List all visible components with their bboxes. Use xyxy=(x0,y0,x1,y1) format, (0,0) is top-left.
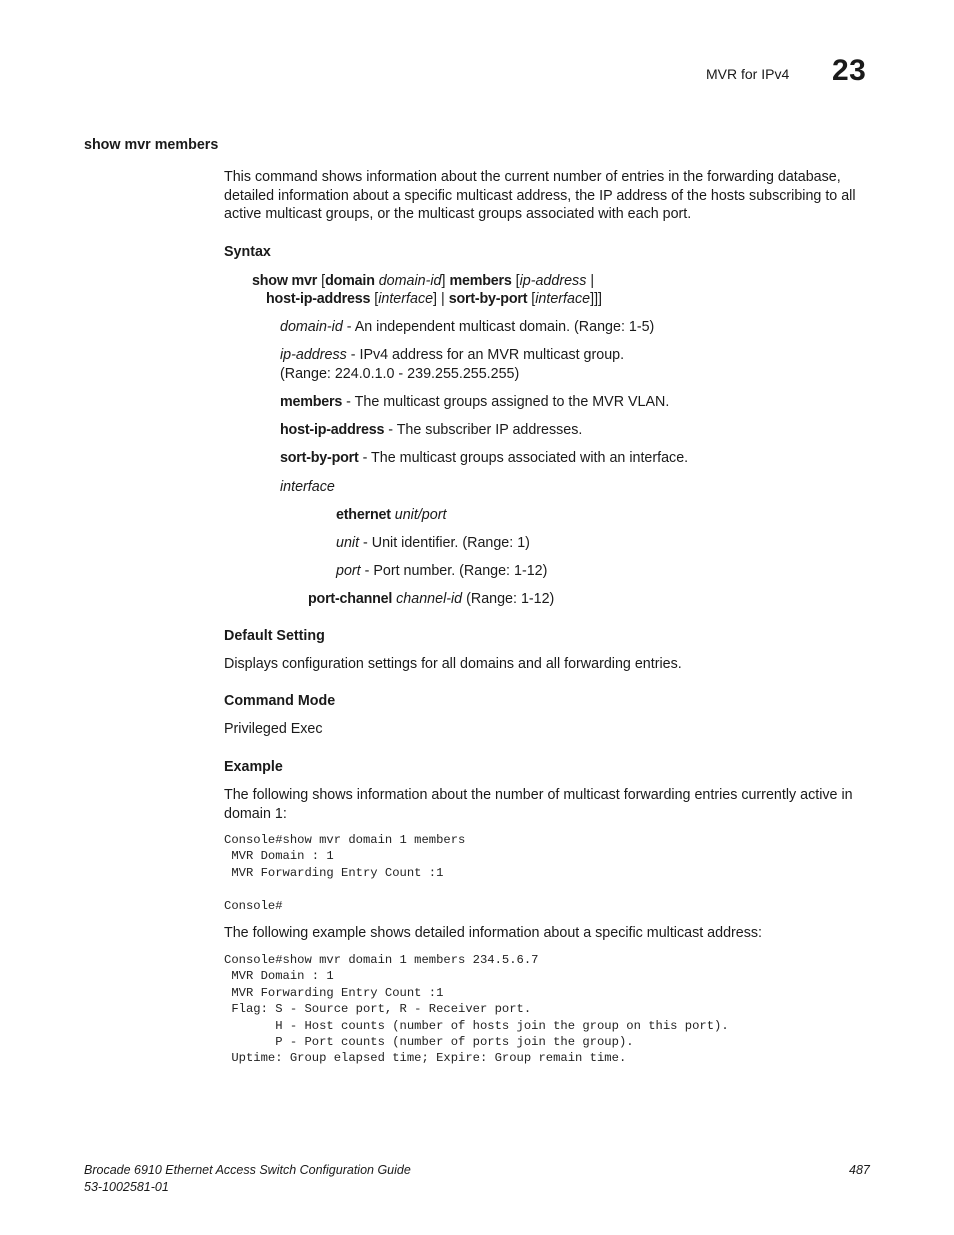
default-setting-heading: Default Setting xyxy=(224,628,325,644)
syntax-arg-interface: interface xyxy=(378,291,434,307)
default-setting-text: Displays configuration settings for all domains and all forwarding entries. xyxy=(224,656,682,672)
syntax-bracket: [ xyxy=(527,291,536,307)
param-unit xyxy=(336,534,530,553)
param-arg: channel-id xyxy=(392,591,463,607)
syntax-line-2 xyxy=(266,290,602,309)
syntax-line-1 xyxy=(252,272,594,291)
param-arg: unit/port xyxy=(390,507,447,523)
chapter-number: 23 xyxy=(832,54,867,87)
syntax-arg-interface-2: interface xyxy=(535,291,591,307)
param-desc: - The multicast groups assigned to the MVR VLAN. xyxy=(342,394,670,410)
syntax-bracket: ]]] xyxy=(590,291,603,307)
param-desc: - An independent multicast domain. (Range: 1-5) xyxy=(342,319,655,335)
running-header-title: MVR for IPv4 xyxy=(706,66,790,82)
syntax-bracket: [ xyxy=(370,291,379,307)
example-heading: Example xyxy=(224,759,283,775)
param-desc: - Unit identifier. (Range: 1) xyxy=(359,535,530,551)
param-desc: - The subscriber IP addresses. xyxy=(384,422,583,438)
param-kw: ethernet xyxy=(336,507,391,523)
syntax-cmd: show mvr xyxy=(252,273,318,289)
param-ethernet xyxy=(336,506,446,525)
param-term: members xyxy=(280,394,343,410)
syntax-arg-ip: ip-address xyxy=(519,273,587,289)
command-mode-heading: Command Mode xyxy=(224,693,336,709)
param-port xyxy=(336,562,547,581)
param-term: port xyxy=(336,563,361,579)
param-term: host-ip-address xyxy=(280,422,385,438)
code-block-1: Console#show mvr domain 1 members MVR Domain : 1 MVR Forwarding Entry Count :1 Console# xyxy=(224,833,466,913)
param-desc-range: (Range: 224.0.1.0 - 239.255.255.255) xyxy=(280,365,520,382)
syntax-heading: Syntax xyxy=(224,244,271,260)
param-members xyxy=(280,393,669,412)
param-port-channel xyxy=(308,590,554,609)
param-term: ip-address xyxy=(280,347,347,363)
param-sort-by-port xyxy=(280,449,688,468)
param-host-ip-address xyxy=(280,421,582,440)
example-intro-1: The following shows information about the number of multicast forwarding entries currently active in domain 1: xyxy=(224,787,853,822)
footer-document-number: 53-1002581-01 xyxy=(84,1180,169,1194)
footer-page-number: 487 xyxy=(849,1163,870,1177)
command-mode-text: Privileged Exec xyxy=(224,721,323,737)
syntax-kw-members: members xyxy=(449,273,512,289)
syntax-kw-host: host-ip-address xyxy=(266,291,371,307)
param-term: sort-by-port xyxy=(280,450,359,466)
example-intro-2: The following example shows detailed information about a specific multicast address: xyxy=(224,925,762,941)
param-interface: interface xyxy=(280,479,335,495)
syntax-bracket: [ xyxy=(317,273,326,289)
syntax-arg-domain: domain-id xyxy=(374,273,442,289)
syntax-kw-sort: sort-by-port xyxy=(448,291,528,307)
code-block-2: Console#show mvr domain 1 members 234.5.6.7 MVR Domain : 1 MVR Forwarding Entry Count :1 Flag: S - Source port, R - Receiver port. H - Host counts (number of hosts join the group on this port). P - Port counts (number of ports join the group). Uptime: Group elapsed time; Expire: Group remain time. xyxy=(224,953,729,1066)
syntax-bracket: [ xyxy=(511,273,520,289)
param-kw: port-channel xyxy=(308,591,393,607)
param-term: unit xyxy=(336,535,360,551)
syntax-bracket: ] xyxy=(441,273,450,289)
param-desc: (Range: 1-12) xyxy=(462,591,555,607)
param-desc: - The multicast groups associated with an interface. xyxy=(358,450,689,466)
param-ip-address xyxy=(280,346,624,383)
param-domain-id xyxy=(280,318,654,337)
syntax-bracket: ] | xyxy=(433,291,449,307)
syntax-kw-domain: domain xyxy=(325,273,375,289)
command-title: show mvr members xyxy=(84,137,219,153)
footer-document-title: Brocade 6910 Ethernet Access Switch Configuration Guide xyxy=(84,1163,411,1177)
command-description: This command shows information about the current number of entries in the forwarding database, detailed information about a specific multicast address, the IP address of the hosts subscribing to all active multicast groups, or the multicast groups associated with each port. xyxy=(224,169,856,222)
syntax-bar: | xyxy=(586,273,595,289)
param-desc: - Port number. (Range: 1-12) xyxy=(360,563,548,579)
param-term: domain-id xyxy=(280,319,343,335)
param-desc: - IPv4 address for an MVR multicast group. xyxy=(346,347,625,363)
